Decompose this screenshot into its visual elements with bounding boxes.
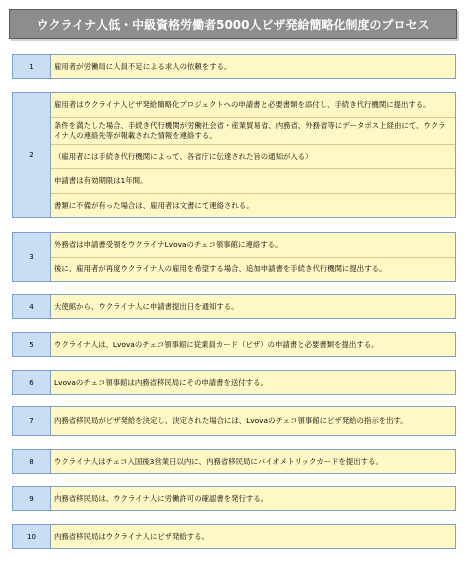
process-step-5 (12, 332, 456, 357)
step-number: 8 (13, 450, 51, 473)
step-text: 後に、雇用者が再度ウクライナ人の雇用を希望する場合、追加申請書を手続き代行機関に提出する。 (51, 258, 455, 282)
step-text: 条件を満たした場合、手続き代行機関が労働社会省・産業貿易省、内務省、外務省等にデータボス上経由にて、ウクライナ人の連絡先等が報載された情報を連絡する。 (51, 118, 455, 145)
process-step-8 (12, 449, 456, 474)
step-text: 書類に不備が有った場合は、雇用者は文書にて連絡される。 (51, 194, 455, 217)
step-number: 6 (13, 371, 51, 394)
process-step-7 (12, 406, 456, 436)
step-text: 申請書は有効期限は1年間。 (51, 169, 455, 194)
step-text: Lvovaのチェコ領事館は内務省移民局にその申請書を送付する。 (51, 371, 455, 394)
step-number: 9 (13, 487, 51, 510)
step-text: 雇用者はウクライナ人ビザ発給簡略化プロジェクトへの申請書と必要書類を添付し、手続き代行機関に提出する。 (51, 93, 455, 118)
step-text: （雇用者には手続き代行機関によって、各省庁に伝達された旨の通知が入る） (51, 145, 455, 169)
process-step-9 (12, 486, 456, 511)
step-text: 雇用者が労働局に人員不足による求人の依頼をする。 (51, 55, 455, 78)
step-number: 3 (13, 233, 51, 281)
step-number: 7 (13, 407, 51, 435)
step-text: 内務省移民局がビザ発給を決定し、決定された場合には、Lvovaのチェコ領事館にビザ発給の指示を出す。 (51, 407, 455, 435)
step-text: 内務省移民局は、ウクライナ人に労働許可の確認書を発行する。 (51, 487, 455, 510)
step-text: ウクライナ人は、Lvovaのチェコ領事館に従業員カード（ビザ）の申請書と必要書類を提出する。 (51, 333, 455, 356)
process-step-4 (12, 294, 456, 319)
step-text: 外務省は申請書受領をウクライナLvovaのチェコ領事館に連絡する。 (51, 233, 455, 258)
step-number: 10 (13, 525, 51, 548)
step-number: 4 (13, 295, 51, 318)
process-step-6 (12, 370, 456, 395)
process-step-2 (12, 92, 456, 218)
process-step-3 (12, 232, 456, 282)
page-title: ウクライナ人低・中級資格労働者5000人ビザ発給簡略化制度のプロセス (9, 9, 457, 39)
process-step-10 (12, 524, 456, 549)
step-text: ウクライナ人はチェコ入国後3営業日以内に、内務省移民局にバイオメトリックカードを提出する。 (51, 450, 455, 473)
step-number: 2 (13, 93, 51, 217)
step-text: 大使館から、ウクライナ人に申請書提出日を通知する。 (51, 295, 455, 318)
step-text: 内務省移民局はウクライナ人にビザ発給する。 (51, 525, 455, 548)
step-number: 1 (13, 55, 51, 78)
step-number: 5 (13, 333, 51, 356)
process-step-1 (12, 54, 456, 79)
